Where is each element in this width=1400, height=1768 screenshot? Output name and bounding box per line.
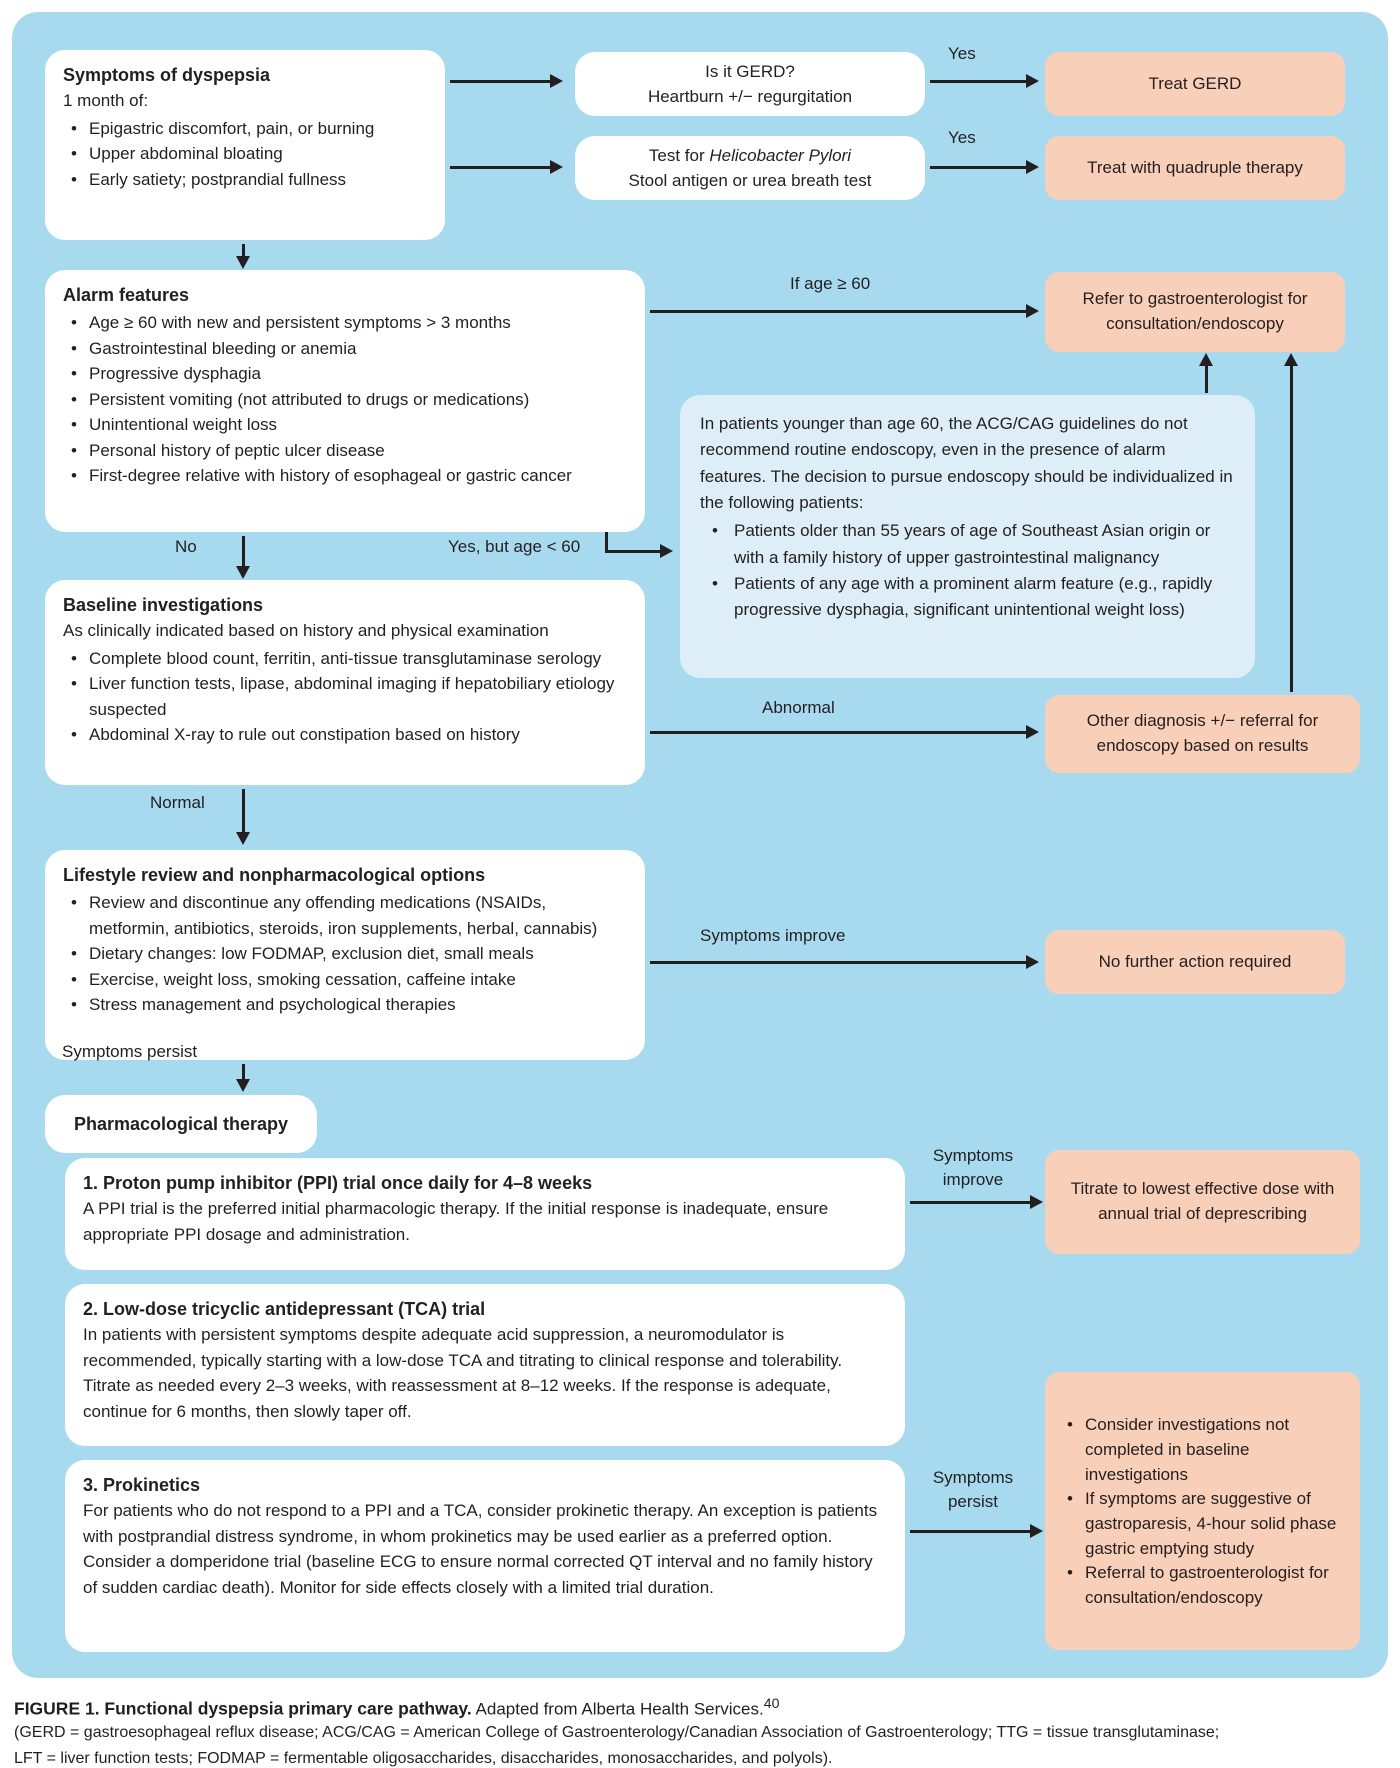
list-item: • Liver function tests, lipase, abdominal imaging if hepatobiliary etiology suspected: [63, 671, 627, 722]
pharmacological-therapy-box: [45, 1095, 317, 1153]
alarm-title: Alarm features: [63, 285, 190, 305]
arrow-ppi-to-titrate: [910, 1201, 1030, 1204]
label-line: Symptoms: [932, 1468, 1014, 1487]
ppi-title: 1. Proton pump inhibitor (PPI) trial once daily for 4–8 weeks: [83, 1173, 593, 1193]
baseline-subtitle: As clinically indicated based on history and physical examination: [63, 621, 549, 641]
gerd-question-box: [575, 52, 925, 116]
arrow-lifestyle-to-noaction: [650, 961, 1026, 964]
pylori-italic: Helicobacter Pylori: [709, 145, 852, 165]
label-symptoms-improve-2: [908, 1144, 1038, 1192]
label-normal: Normal: [150, 793, 205, 812]
arrow-symptoms-to-gerd: [450, 80, 550, 83]
lifestyle-title: Lifestyle review and nonpharmacological options: [63, 865, 486, 885]
guidance-bullets: [700, 518, 1235, 623]
arrow-baseline-to-otherdx: [650, 731, 1026, 734]
other-diagnosis-line2: endoscopy based on results: [1096, 736, 1309, 755]
treat-gerd-label: Treat GERD: [1148, 73, 1242, 93]
symptoms-bullets: [63, 116, 427, 193]
symptoms-box: [45, 50, 445, 240]
refer-gastroenterologist-box: [1045, 272, 1345, 352]
label-yes-but-age: Yes, but age < 60: [448, 537, 581, 556]
no-further-action-label: No further action required: [1098, 951, 1292, 971]
list-item: • Persistent vomiting (not attributed to drugs or medications): [63, 387, 627, 413]
arrow-symptoms-to-alarm: [242, 244, 245, 256]
figure-caption-rest: Adapted from Alberta Health Services.: [471, 1699, 764, 1719]
label-abnormal: Abnormal: [762, 698, 835, 717]
ppi-body: A PPI trial is the preferred initial pharmacologic therapy. If the initial response is inadequate, ensure appropriate PPI dosage and administration.: [83, 1199, 829, 1244]
arrow-baseline-to-lifestyle: [242, 789, 245, 832]
prokinetics-box: [65, 1460, 905, 1652]
arrow-gerd-to-treat: [930, 80, 1026, 83]
abbreviations-line1: (GERD = gastroesophageal reflux disease; ACG/CAG = American College of Gastroenterology/Canadian Association of Gastroenterology; TTG = tissue transglutaminase;: [14, 1724, 1220, 1741]
arrow-otherdx-to-refer: [1290, 366, 1293, 692]
ppi-trial-box: [65, 1158, 905, 1270]
list-item: • Patients older than 55 years of age of Southeast Asian origin or with a family history of upper gastrointestinal malignancy: [700, 518, 1235, 571]
final-options-bullets: [1059, 1413, 1346, 1610]
tca-body: In patients with persistent symptoms despite adequate acid suppression, a neuromodulator is recommended, typically starting with a low-dose TCA and titrating to clinical response and tolerability. Titrate as needed every 2–3 weeks, with reassessment at 8–12 weeks. If the response is adequate, continue for 6 months, then slowly taper off.: [83, 1325, 843, 1421]
alarm-features-box: [45, 270, 645, 532]
label-line: Symptoms: [932, 1146, 1014, 1165]
guidance-intro: In patients younger than age 60, the ACG/CAG guidelines do not recommend routine endoscopy, even in the presence of alarm features. The decision to pursue endoscopy should be individualized in the following patients:: [700, 414, 1233, 513]
list-item: • Epigastric discomfort, pain, or burning: [63, 116, 427, 142]
under-60-guidance-box: [680, 395, 1255, 678]
quadruple-therapy-label: Treat with quadruple therapy: [1087, 157, 1303, 177]
label-symptoms-improve: Symptoms improve: [700, 926, 846, 945]
label-yes-gerd: Yes: [948, 44, 976, 63]
arrow-symptoms-to-pylori: [450, 166, 550, 169]
list-item: • Gastrointestinal bleeding or anemia: [63, 336, 627, 362]
refer-line1: Refer to gastroenterologist for: [1082, 289, 1308, 309]
figure-caption-bold: FIGURE 1. Functional dyspepsia primary care pathway.: [14, 1698, 472, 1719]
label-no: No: [175, 537, 197, 556]
list-item: • Exercise, weight loss, smoking cessation, caffeine intake: [63, 967, 627, 993]
list-item: • Dietary changes: low FODMAP, exclusion diet, small meals: [63, 941, 627, 967]
symptoms-title: Symptoms of dyspepsia: [63, 65, 271, 85]
abbreviations-line2: LFT = liver function tests; FODMAP = fermentable oligosaccharides, disaccharides, monosaccharides, and polyols).: [14, 1750, 833, 1767]
elbow-yes-age-horizontal: [605, 550, 660, 553]
list-item: • Progressive dysphagia: [63, 361, 627, 387]
tca-title: 2. Low-dose tricyclic antidepressant (TCA) trial: [83, 1299, 486, 1319]
arrow-alarm-to-baseline: [242, 536, 245, 566]
no-further-action-box: [1045, 930, 1345, 994]
other-diagnosis-box: [1045, 695, 1360, 773]
titrate-box: [1045, 1150, 1360, 1254]
list-item: • Upper abdominal bloating: [63, 141, 427, 167]
list-item: • If symptoms are suggestive of gastroparesis, 4-hour solid phase gastric emptying study: [1059, 1487, 1346, 1561]
prokinetics-title: 3. Prokinetics: [83, 1475, 201, 1495]
figure-caption: [14, 1696, 779, 1720]
pylori-question-line2: Stool antigen or urea breath test: [628, 171, 872, 190]
tca-trial-box: [65, 1284, 905, 1446]
refer-line2: consultation/endoscopy: [1106, 314, 1284, 333]
list-item: • Consider investigations not completed in baseline investigations: [1059, 1413, 1346, 1487]
arrow-lifestyle-to-pharm: [242, 1064, 245, 1079]
lifestyle-review-box: [45, 850, 645, 1060]
arrow-alarm-to-refer: [650, 310, 1026, 313]
list-item: • Review and discontinue any offending medications (NSAIDs, metformin, antibiotics, steroids, iron supplements, herbal, cannabis): [63, 890, 627, 941]
treat-gerd-box: [1045, 52, 1345, 116]
label-line: improve: [942, 1169, 1004, 1189]
label-if-age-60: If age ≥ 60: [790, 274, 871, 293]
prokinetics-body: For patients who do not respond to a PPI and a TCA, consider prokinetic therapy. An exception is patients with postprandial distress syndrome, in whom prokinetics may be used earlier as a preferred option. Consider a domperidone trial (baseline ECG to ensure normal corrected QT interval and no family history of sudden cardiac death). Monitor for side effects closely with a limited trial duration.: [83, 1501, 878, 1597]
final-options-box: [1045, 1372, 1360, 1650]
list-item: • Patients of any age with a prominent alarm feature (e.g., rapidly progressive dysphagia, significant unintentional weight loss): [700, 571, 1235, 624]
list-item: • Personal history of peptic ulcer disease: [63, 438, 627, 464]
symptoms-subtitle: 1 month of:: [63, 91, 149, 111]
pylori-prefix: Test for: [648, 145, 710, 165]
baseline-title: Baseline investigations: [63, 595, 264, 615]
label-symptoms-persist-2: [908, 1466, 1038, 1514]
alarm-bullets: [63, 310, 627, 489]
list-item: • Age ≥ 60 with new and persistent symptoms > 3 months: [63, 310, 627, 336]
label-line: persist: [947, 1491, 999, 1511]
list-item: • Early satiety; postprandial fullness: [63, 167, 427, 193]
other-diagnosis-line1: Other diagnosis +/− referral for: [1086, 711, 1319, 731]
quadruple-therapy-box: [1045, 136, 1345, 200]
pylori-question-box: [575, 136, 925, 200]
titrate-label: Titrate to lowest effective dose with annual trial of deprescribing: [1070, 1179, 1335, 1223]
baseline-bullets: [63, 646, 627, 748]
pharmacological-therapy-title: Pharmacological therapy: [73, 1113, 289, 1134]
arrow-info-to-refer: [1205, 366, 1208, 393]
arrow-prokinetics-to-options: [910, 1530, 1030, 1533]
gerd-question-line1: Is it GERD?: [705, 61, 795, 81]
label-yes-pylori: Yes: [948, 128, 976, 147]
arrow-pylori-to-quadruple: [930, 166, 1026, 169]
figure-caption-reference: 40: [763, 1696, 780, 1712]
pylori-question-line1: [649, 143, 851, 169]
baseline-investigations-box: [45, 580, 645, 785]
list-item: • Stress management and psychological therapies: [63, 992, 627, 1018]
lifestyle-bullets: [63, 890, 627, 1018]
list-item: • First-degree relative with history of esophageal or gastric cancer: [63, 463, 627, 489]
list-item: • Complete blood count, ferritin, anti-tissue transglutaminase serology: [63, 646, 627, 672]
list-item: • Referral to gastroenterologist for consultation/endoscopy: [1059, 1561, 1346, 1610]
label-symptoms-persist: Symptoms persist: [62, 1042, 198, 1061]
gerd-question-line2: Heartburn +/− regurgitation: [647, 87, 853, 106]
list-item: • Unintentional weight loss: [63, 412, 627, 438]
list-item: • Abdominal X-ray to rule out constipation based on history: [63, 722, 627, 748]
